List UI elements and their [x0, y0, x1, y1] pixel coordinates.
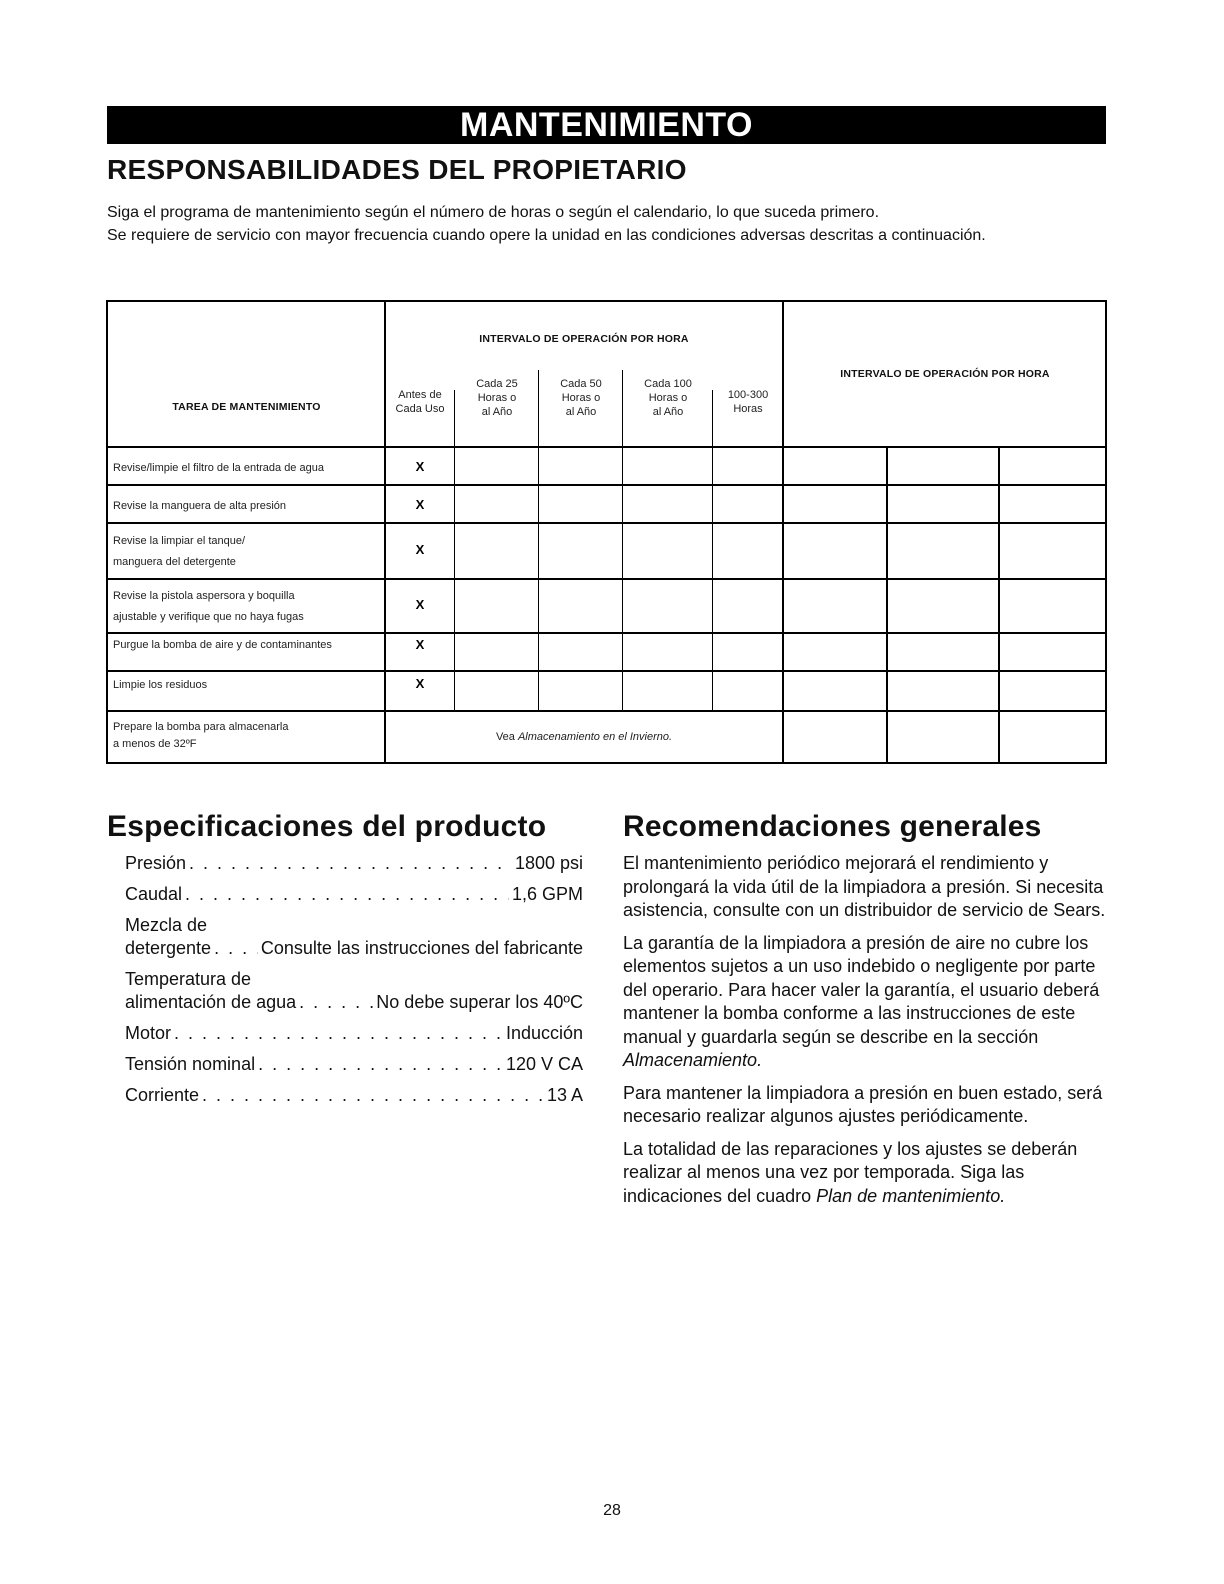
recs-title: Recomendaciones generales [623, 810, 1042, 843]
task-row-4 [113, 586, 304, 628]
storage-note-prefix: Vea [495, 731, 518, 743]
task-text: Revise la limpiar el tanque/ [113, 535, 246, 547]
col-header-line: al Año [565, 406, 597, 418]
row-1-mark: X [415, 459, 425, 474]
col-header-line: Cada 100 [644, 378, 692, 390]
task-text: Limpie los residuos [113, 679, 208, 691]
table-col-divider [454, 446, 455, 710]
col-header-line: Antes de [398, 389, 442, 401]
section-title: RESPONSABILIDADES DEL PROPIETARIO [107, 154, 687, 185]
task-text: Revise/limpie el filtro de la entrada de agua [113, 462, 324, 474]
recs-p4-text: La totalidad de las reparaciones y los ajustes se deberán realizar al menos una vez por temporada. Siga las indicaciones del cuadro [623, 1138, 1078, 1206]
page-number: 28 [603, 1502, 621, 1519]
task-row-7 [113, 719, 289, 753]
spec-row-multiline [125, 914, 583, 960]
task-text: Revise la pistola aspersora y boquilla [113, 590, 295, 602]
spec-label-top: Mezcla de [125, 915, 208, 935]
table-row-divider [108, 578, 1105, 580]
storage-note-italic: Almacenamiento en el Invierno. [517, 731, 673, 743]
spec-value: Inducción [505, 1023, 583, 1043]
col-header-line: al Año [652, 406, 684, 418]
spec-leader [299, 991, 373, 1014]
spec-row [125, 852, 583, 875]
recs-p2-text: La garantía de la limpiadora a presión de aire no cubre los elementos sujetos a un uso indebido o negligente por parte del operario. Para hacer valer la garantía, el usuario deberá mantener la bomba conforme a las instrucciones de este manual y guardarla según se describe en la sección [623, 932, 1100, 1047]
spec-row [125, 883, 583, 906]
task-row-6 [113, 678, 207, 692]
col-header-line: 100-300 [727, 389, 769, 401]
spec-row-multiline [125, 968, 583, 1014]
spec-value: Consulte las instrucciones del fabricante [260, 938, 583, 958]
spec-label: Tensión nominal [125, 1054, 256, 1074]
spec-row [125, 1053, 583, 1076]
row-5-mark: X [415, 637, 425, 652]
storage-note [385, 730, 783, 744]
task-text: manguera del detergente [113, 556, 236, 568]
row-4-mark: X [415, 597, 425, 612]
table-col-divider [622, 446, 623, 710]
recs-paragraph-4 [623, 1138, 1108, 1209]
col-header-line: Horas [733, 403, 763, 415]
task-text: Purgue la bomba de aire y de contaminantes [113, 639, 332, 651]
table-row-divider [108, 484, 1105, 486]
interval-subheader-divider [712, 390, 713, 446]
interval-subheader-divider [622, 370, 623, 446]
task-row-5 [113, 638, 332, 652]
task-row-2 [113, 499, 286, 513]
spec-label: detergente [125, 938, 212, 958]
maintenance-table [106, 300, 1107, 764]
spec-value: 1800 psi [514, 853, 583, 873]
table-col-divider [712, 446, 713, 710]
spec-label: Caudal [125, 884, 183, 904]
table-col-divider [538, 446, 539, 710]
col-header-line: Horas o [477, 392, 517, 404]
recs-p2-italic: Almacenamiento. [623, 1050, 763, 1070]
col-header-100h [623, 377, 713, 419]
recs-p4-italic: Plan de mantenimiento. [816, 1185, 1006, 1206]
task-text: Revise la manguera de alta presión [113, 500, 287, 512]
spec-value: No debe superar los 40ºC [376, 992, 583, 1012]
specs-title: Especificaciones del producto [107, 810, 547, 843]
task-header: TAREA DE MANTENIMIENTO [172, 401, 321, 413]
table-col-divider [998, 446, 1000, 764]
spec-leader [258, 1053, 503, 1076]
col-header-line: Horas o [648, 392, 688, 404]
table-col-divider [782, 302, 784, 764]
col-header-line: Horas o [561, 392, 601, 404]
col-header-line: Cada 25 [476, 378, 518, 390]
intro-text [107, 201, 1107, 247]
spec-label-top: Temperatura de [125, 969, 252, 989]
col-header-25h [455, 377, 539, 419]
spec-leader [174, 1022, 503, 1045]
recs-paragraph-3: Para mantener la limpiadora a presión en buen estado, será necesario realizar algunos ajustes periódicamente. [623, 1082, 1103, 1126]
row-2-mark: X [415, 497, 425, 512]
task-row-3 [113, 531, 245, 573]
col-header-50h [539, 377, 623, 419]
spec-leader [185, 883, 509, 906]
row-6-mark: X [415, 676, 425, 691]
spec-leader [202, 1084, 544, 1107]
spec-label: Presión [125, 853, 187, 873]
specs-list [125, 852, 583, 1115]
spec-label: Motor [125, 1023, 172, 1043]
recs-paragraph-1: El mantenimiento periódico mejorará el rendimiento y prolongará la vida útil de la limpiadora a presión. Si necesita asistencia, consulte con un distribuidor de servicio de Sears. [623, 853, 1106, 920]
spec-value: 13 A [546, 1085, 583, 1105]
task-text: ajustable y verifique que no haya fugas [113, 611, 304, 623]
col-header-100-300h [713, 388, 783, 416]
interval-subheader-divider [454, 390, 455, 446]
interval-header-left: INTERVALO DE OPERACIÓN POR HORA [479, 333, 689, 345]
spec-row [125, 1084, 583, 1107]
spec-row [125, 1022, 583, 1045]
task-row-1 [113, 461, 324, 475]
col-header-line: al Año [481, 406, 513, 418]
spec-value: 1,6 GPM [511, 884, 583, 904]
col-header-line: Cada 50 [560, 378, 602, 390]
table-row-divider [108, 710, 1105, 712]
recs-text [623, 852, 1108, 1217]
section-banner: MANTENIMIENTO [107, 106, 1106, 144]
interval-subheader-divider [538, 370, 539, 446]
intro-line-2: Se requiere de servicio con mayor frecuencia cuando opere la unidad en las condiciones adversas descritas a continuación. [107, 227, 986, 244]
row-3-mark: X [415, 542, 425, 557]
spec-leader [189, 852, 512, 875]
col-header-before-use [385, 388, 455, 416]
table-col-divider [886, 446, 888, 764]
intro-line-1: Siga el programa de mantenimiento según el número de horas o según el calendario, lo que suceda primero. [107, 204, 880, 221]
spec-leader [214, 937, 258, 960]
interval-header-right: INTERVALO DE OPERACIÓN POR HORA [840, 368, 1050, 380]
task-text: a menos de 32ºF [113, 738, 197, 750]
table-row-divider [108, 446, 1105, 448]
spec-label: Corriente [125, 1085, 200, 1105]
col-header-line: Cada Uso [395, 403, 445, 415]
table-col-divider [384, 302, 386, 764]
table-row-divider [108, 522, 1105, 524]
table-row-divider [108, 632, 1105, 634]
spec-value: 120 V CA [505, 1054, 583, 1074]
recs-paragraph-2 [623, 932, 1108, 1073]
table-row-divider [108, 670, 1105, 672]
task-text: Prepare la bomba para almacenarla [113, 721, 289, 733]
spec-label: alimentación de agua [125, 992, 297, 1012]
